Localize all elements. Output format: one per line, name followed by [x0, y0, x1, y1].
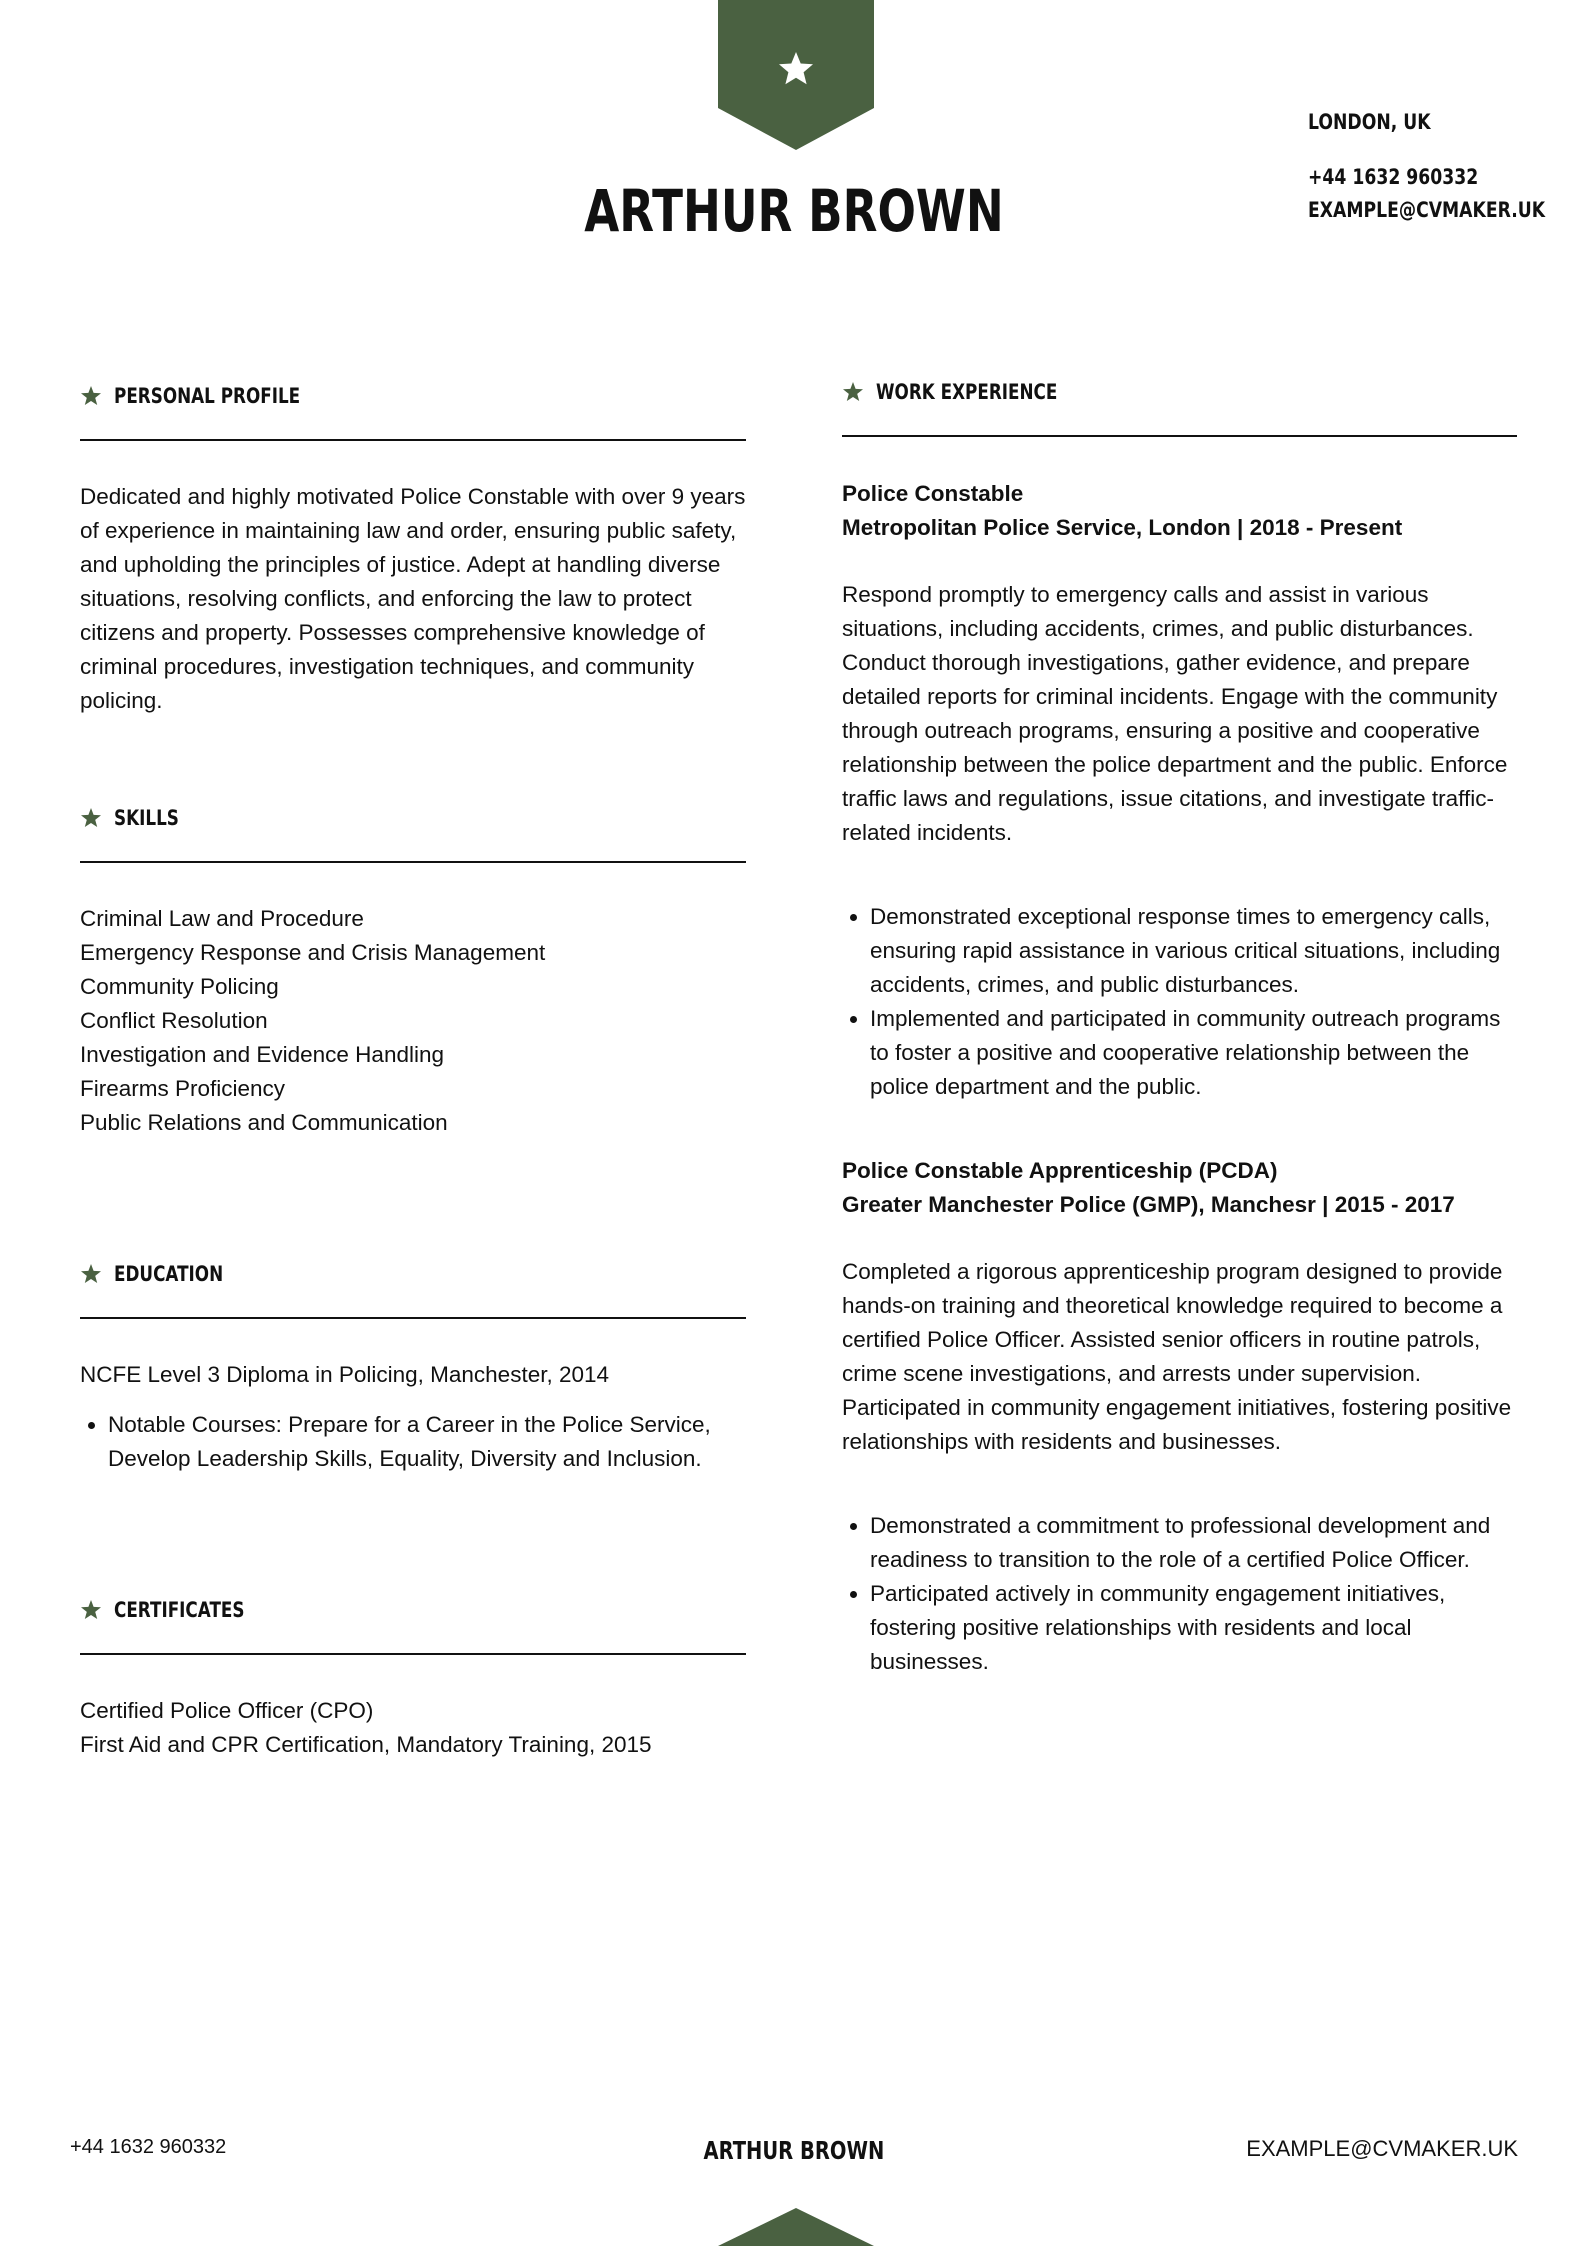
- skill-item: Emergency Response and Crisis Management: [80, 940, 546, 965]
- skills-section: [80, 803, 746, 1140]
- star-icon: [80, 1263, 102, 1285]
- education-section: [80, 1259, 746, 1476]
- education-bullets: [80, 1408, 746, 1476]
- section-title: WORK EXPERIENCE: [876, 380, 1058, 404]
- job-entry: [842, 1154, 1517, 1679]
- certificate-item: Certified Police Officer (CPO): [80, 1698, 374, 1723]
- section-title: CERTIFICATES: [114, 1598, 245, 1622]
- skill-item: Criminal Law and Procedure: [80, 906, 364, 931]
- section-divider: [80, 861, 746, 863]
- list-item: • Demonstrated exceptional response times to emergency calls, ensuring rapid assistance in various critical situations, including accidents, crimes, and public disturbances.: [870, 900, 1517, 1002]
- certificates-section: [80, 1595, 746, 1762]
- skill-item: Conflict Resolution: [80, 1008, 268, 1033]
- section-divider: [80, 439, 746, 441]
- candidate-name: ARTHUR BROWN: [584, 177, 1004, 245]
- education-degree: NCFE Level 3 Diploma in Policing, Manchester, 2014: [80, 1362, 610, 1387]
- certificates-list: [80, 1694, 746, 1762]
- job-role: Police Constable Apprenticeship (PCDA): [842, 1158, 1278, 1183]
- star-icon: [80, 1599, 102, 1621]
- email: EXAMPLE@CVMAKER.UK: [1308, 198, 1546, 222]
- section-title: EDUCATION: [114, 1262, 224, 1286]
- job-organization: Greater Manchester Police (GMP), Manchesr | 2015 - 2017: [842, 1192, 1455, 1217]
- list-item: • Implemented and participated in community outreach programs to foster a positive and cooperative relationship between the police department and the public.: [870, 1002, 1517, 1104]
- list-item: • Notable Courses: Prepare for a Career in the Police Service, Develop Leadership Skills, Equality, Diversity and Inclusion.: [108, 1408, 746, 1476]
- job-description: Respond promptly to emergency calls and assist in various situations, including accidents, crimes, and public disturbances. Conduct thorough investigations, gather evidence, and prepare detailed reports for criminal incidents. Engage with the community through outreach programs, ensuring a positive and cooperative relationship between the police department and the public. Enforce traffic laws and regulations, issue citations, and investigate traffic-related incidents.: [842, 582, 1508, 845]
- list-item: • Demonstrated a commitment to professional development and readiness to transition to the role of a certified Police Officer.: [870, 1509, 1517, 1577]
- footer-name-text: ARTHUR BROWN: [703, 2136, 885, 2165]
- profile-text: Dedicated and highly motivated Police Constable with over 9 years of experience in maintaining law and order, ensuring public safety, and upholding the principles of justice. Adept at handling diverse situations, resolving conflicts, and enforcing the law to protect citizens and property. Possesses comprehensive knowledge of criminal procedures, investigation techniques, and community policing.: [80, 484, 746, 713]
- skill-item: Firearms Proficiency: [80, 1076, 286, 1101]
- job-bullets: [842, 900, 1517, 1104]
- section-title: SKILLS: [114, 806, 179, 830]
- skill-item: Community Policing: [80, 974, 279, 999]
- work-experience-section: [842, 377, 1517, 1679]
- job-organization: Metropolitan Police Service, London | 2018 - Present: [842, 515, 1403, 540]
- section-divider: [842, 435, 1517, 437]
- footer-tab: [718, 2204, 874, 2246]
- list-item: • Participated actively in community engagement initiatives, fostering positive relationships with residents and local businesses.: [870, 1577, 1517, 1679]
- skill-item: Public Relations and Communication: [80, 1110, 448, 1135]
- header-badge: [718, 0, 874, 150]
- star-icon: [80, 807, 102, 829]
- certificate-item: First Aid and CPR Certification, Mandatory Training, 2015: [80, 1732, 652, 1757]
- job-description: Completed a rigorous apprenticeship program designed to provide hands-on training and theoretical knowledge required to become a certified Police Officer. Assisted senior officers in routine patrols, crime scene investigations, and arrests under supervision. Participated in community engagement initiatives, fostering positive relationships with residents and businesses.: [842, 1259, 1512, 1454]
- contact-block: [1308, 106, 1588, 227]
- section-title: PERSONAL PROFILE: [114, 384, 301, 408]
- skills-list: [80, 902, 746, 1140]
- job-role: Police Constable: [842, 481, 1024, 506]
- location: LONDON, UK: [1308, 110, 1431, 134]
- star-icon: [842, 381, 864, 403]
- phone: +44 1632 960332: [1308, 165, 1479, 189]
- section-divider: [80, 1653, 746, 1655]
- job-bullets: [842, 1509, 1517, 1679]
- footer-email: EXAMPLE@CVMAKER.UK: [1246, 2136, 1518, 2161]
- skill-item: Investigation and Evidence Handling: [80, 1042, 444, 1067]
- personal-profile-section: [80, 381, 746, 718]
- section-divider: [80, 1317, 746, 1319]
- job-entry: [842, 477, 1517, 1104]
- footer-phone: +44 1632 960332: [70, 2136, 227, 2158]
- star-icon: [80, 385, 102, 407]
